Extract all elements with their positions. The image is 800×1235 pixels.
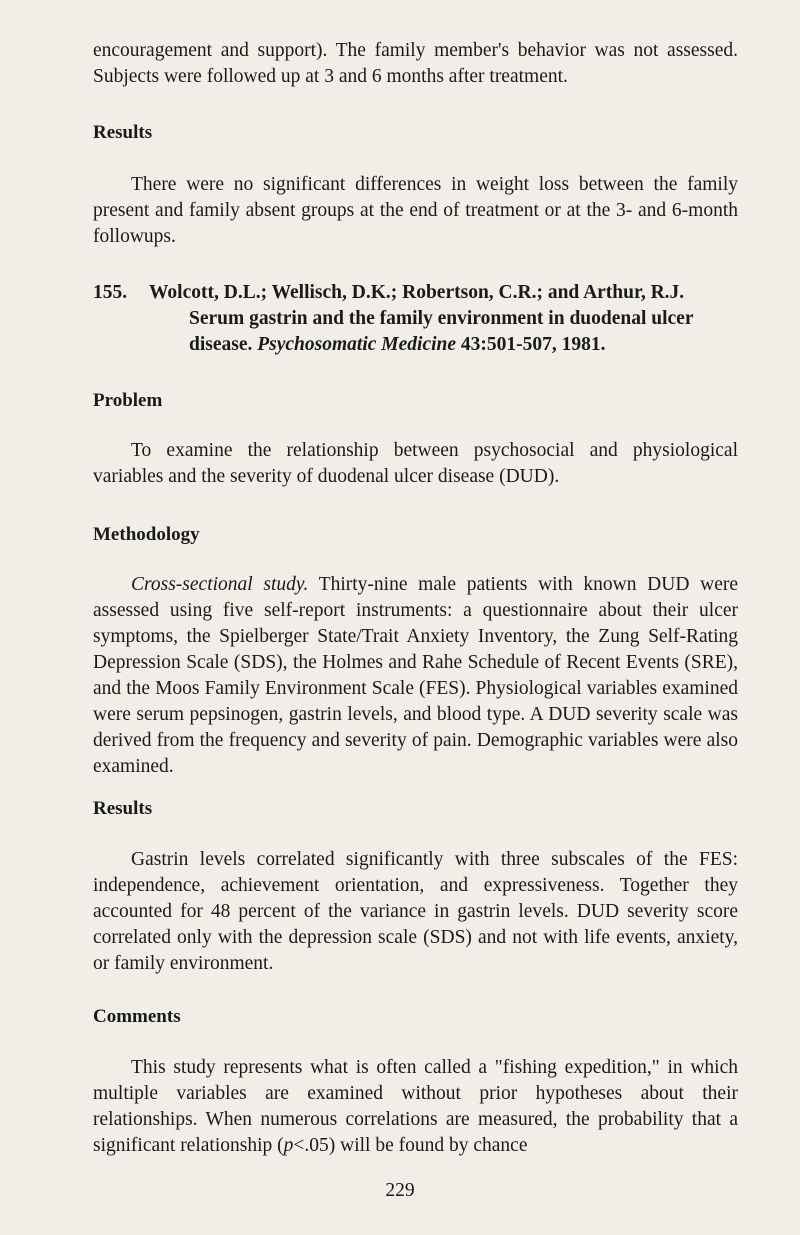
section-heading: Results [93, 798, 153, 819]
continued-paragraph [93, 38, 738, 90]
problem-paragraph [93, 438, 738, 490]
problem-heading [93, 388, 738, 414]
p-symbol: p [283, 1135, 294, 1156]
paragraph-text [93, 572, 738, 780]
results-heading-2 [93, 796, 738, 822]
comments-paragraph [93, 1055, 738, 1159]
paragraph-text: encouragement and support). The family member's behavior was not assessed. Subjects were followed up at 3 and 6 months after treatment. [93, 40, 738, 87]
citation-entry [93, 280, 743, 358]
citation-authors: Wolcott, D.L.; Wellisch, D.K.; Robertson, C.R.; and Arthur, R.J. [149, 282, 685, 303]
comments-text-2: <.05) will be found by chance [293, 1135, 528, 1156]
paragraph-text: To examine the relationship between psychosocial and physiological variables and the severity of duodenal ulcer disease (DUD). [93, 440, 738, 487]
section-heading: Problem [93, 390, 163, 411]
section-heading: Results [93, 122, 153, 143]
paragraph-text [93, 1055, 738, 1159]
methodology-paragraph [93, 572, 738, 780]
citation-title: Serum gastrin and the family environment in duodenal ulcer disease. [189, 308, 694, 355]
section-heading: Comments [93, 1006, 181, 1027]
citation-number: 155. [93, 282, 128, 303]
citation-journal: Psychosomatic Medicine [257, 334, 457, 355]
citation-details: 43:501-507, 1981. [460, 334, 606, 355]
page-number: 229 [385, 1180, 415, 1201]
results-heading-1 [93, 120, 738, 146]
results-paragraph-1 [93, 172, 738, 250]
paragraph-text: There were no significant differences in weight loss between the family present and family absent groups at the end of treatment or at the 3- and 6-month followups. [93, 174, 738, 247]
methodology-heading [93, 522, 738, 548]
method-text: Thirty-nine male patients with known DUD were assessed using five self-report instruments: a questionnaire about their ulcer symptoms, the Spielberger State/Trait Anxiety Inventory, the Zung Self-Rating Depression Scale (SDS), the Holmes and Rahe Schedule of Recent Events (SRE), and the Moos Family Environment Scale (FES). Physiological variables examined were serum pepsinogen, gastrin levels, and blood type. A DUD severity scale was derived from the frequency and severity of pain. Demographic variables were also examined. [93, 574, 738, 777]
results-paragraph-2 [93, 847, 738, 977]
comments-heading [93, 1004, 738, 1030]
section-heading: Methodology [93, 524, 200, 545]
method-lead: Cross-sectional study. [131, 574, 309, 595]
paragraph-text: Gastrin levels correlated significantly with three subscales of the FES: independence, achievement orientation, and expressiveness. Together they accounted for 48 percent of the variance in gastrin levels. DUD severity score correlated only with the depression scale (SDS) and not with life events, anxiety, or family environment. [93, 849, 738, 974]
comments-text-1: This study represents what is often called a "fishing expedition," in which multiple variables are examined without prior hypotheses about their relationships. When numerous correlations are measured, the probability that a significant relationship ( [93, 1057, 738, 1156]
